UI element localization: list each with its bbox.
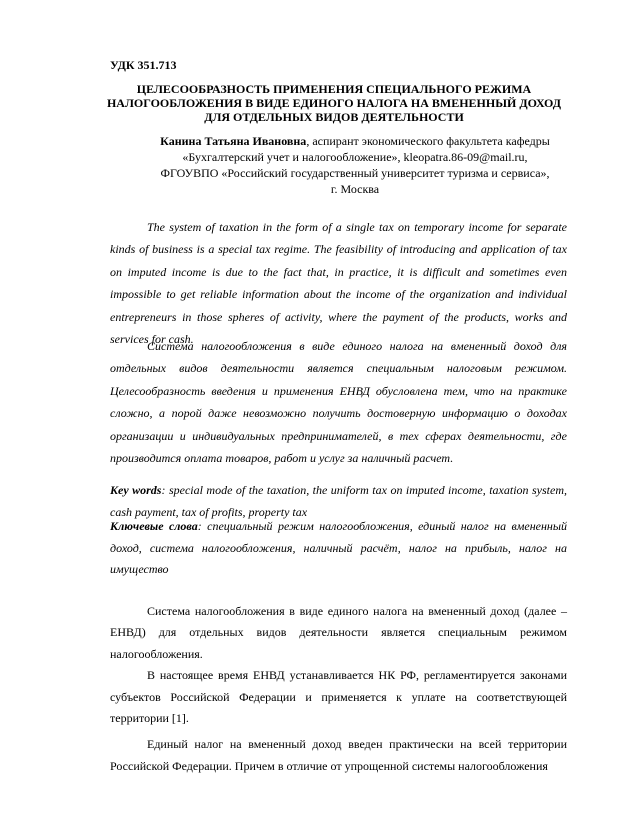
keywords-label: Key words — [110, 483, 162, 497]
title-line: ДЛЯ ОТДЕЛЬНЫХ ВИДОВ ДЕЯТЕЛЬНОСТИ — [204, 110, 464, 124]
author-line — [130, 133, 580, 149]
title-line: НАЛОГООБЛОЖЕНИЯ В ВИДЕ ЕДИНОГО НАЛОГА НА ВМЕНЕННЫЙ ДОХОД — [106, 96, 562, 110]
udc-code: УДК 351.713 — [110, 58, 177, 72]
author-block — [130, 133, 580, 197]
article-title — [100, 82, 568, 124]
abstract-russian: Система налогообложения в виде единого налога на вмененный доход для отдельных видов деятельности является специальным налоговым режимом. Целесообразность введения и применения ЕНВД обусловлена тем, что на практике сложно, а порой даже невозможно получить достоверную информацию о доходах организации и индивидуальных предпринимателей, в тех сферах деятельности, где производится оплата товаров, работ и услуг за наличный расчет. — [110, 339, 567, 466]
keywords-russian — [110, 516, 567, 581]
keywords-text: : специальный режим налогообложения, единый налог на вмененный доход, система налогообложения, наличный расчёт, налог на прибыль, налог на имущество — [110, 519, 568, 576]
author-line: ФГОУВПО «Российский государственный университет туризма и сервиса», — [160, 166, 550, 180]
title-line: ЦЕЛЕСООБРАЗНОСТЬ ПРИМЕНЕНИЯ СПЕЦИАЛЬНОГО РЕЖИМА — [136, 82, 532, 96]
author-name: Канина Татьяна Ивановна — [160, 134, 307, 148]
author-city: г. Москва — [330, 182, 380, 196]
body-paragraph: В настоящее время ЕНВД устанавливается НК РФ, регламентируется законами субъектов Российской Федерации и применяется к уплате на соответствующей территории [1]. — [110, 668, 567, 726]
author-affiliation: , аспирант экономического факультета кафедры — [306, 134, 550, 148]
keywords-text: : special mode of the taxation, the uniform tax on imputed income, taxation system, cash payment, tax of profits, property tax — [110, 483, 567, 519]
body-paragraph: Единый налог на вмененный доход введен практически на всей территории Российской Федерации. Причем в отличие от упрощенной системы налогообложения — [110, 737, 567, 773]
body-paragraph: Система налогообложения в виде единого налога на вмененный доход (далее – ЕНВД) для отдельных видов деятельности является специальным режимом налогообложения. — [110, 604, 567, 661]
abstract-english: The system of taxation in the form of a single tax on temporary income for separate kinds of business is a special tax regime. The feasibility of introducing and application of tax on imputed income is due to the fact that, in practice, it is difficult and sometimes even impossible to get reliable information about the income of the organization and individual entrepreneurs in those spheres of activity, where the payment of the products, works and services for cash. — [110, 220, 567, 347]
body-text — [110, 601, 567, 777]
keywords-label: Ключевые слова — [110, 519, 198, 533]
author-line: «Бухгалтерский учет и налогообложение», kleopatra.86-09@mail.ru, — [182, 150, 528, 164]
